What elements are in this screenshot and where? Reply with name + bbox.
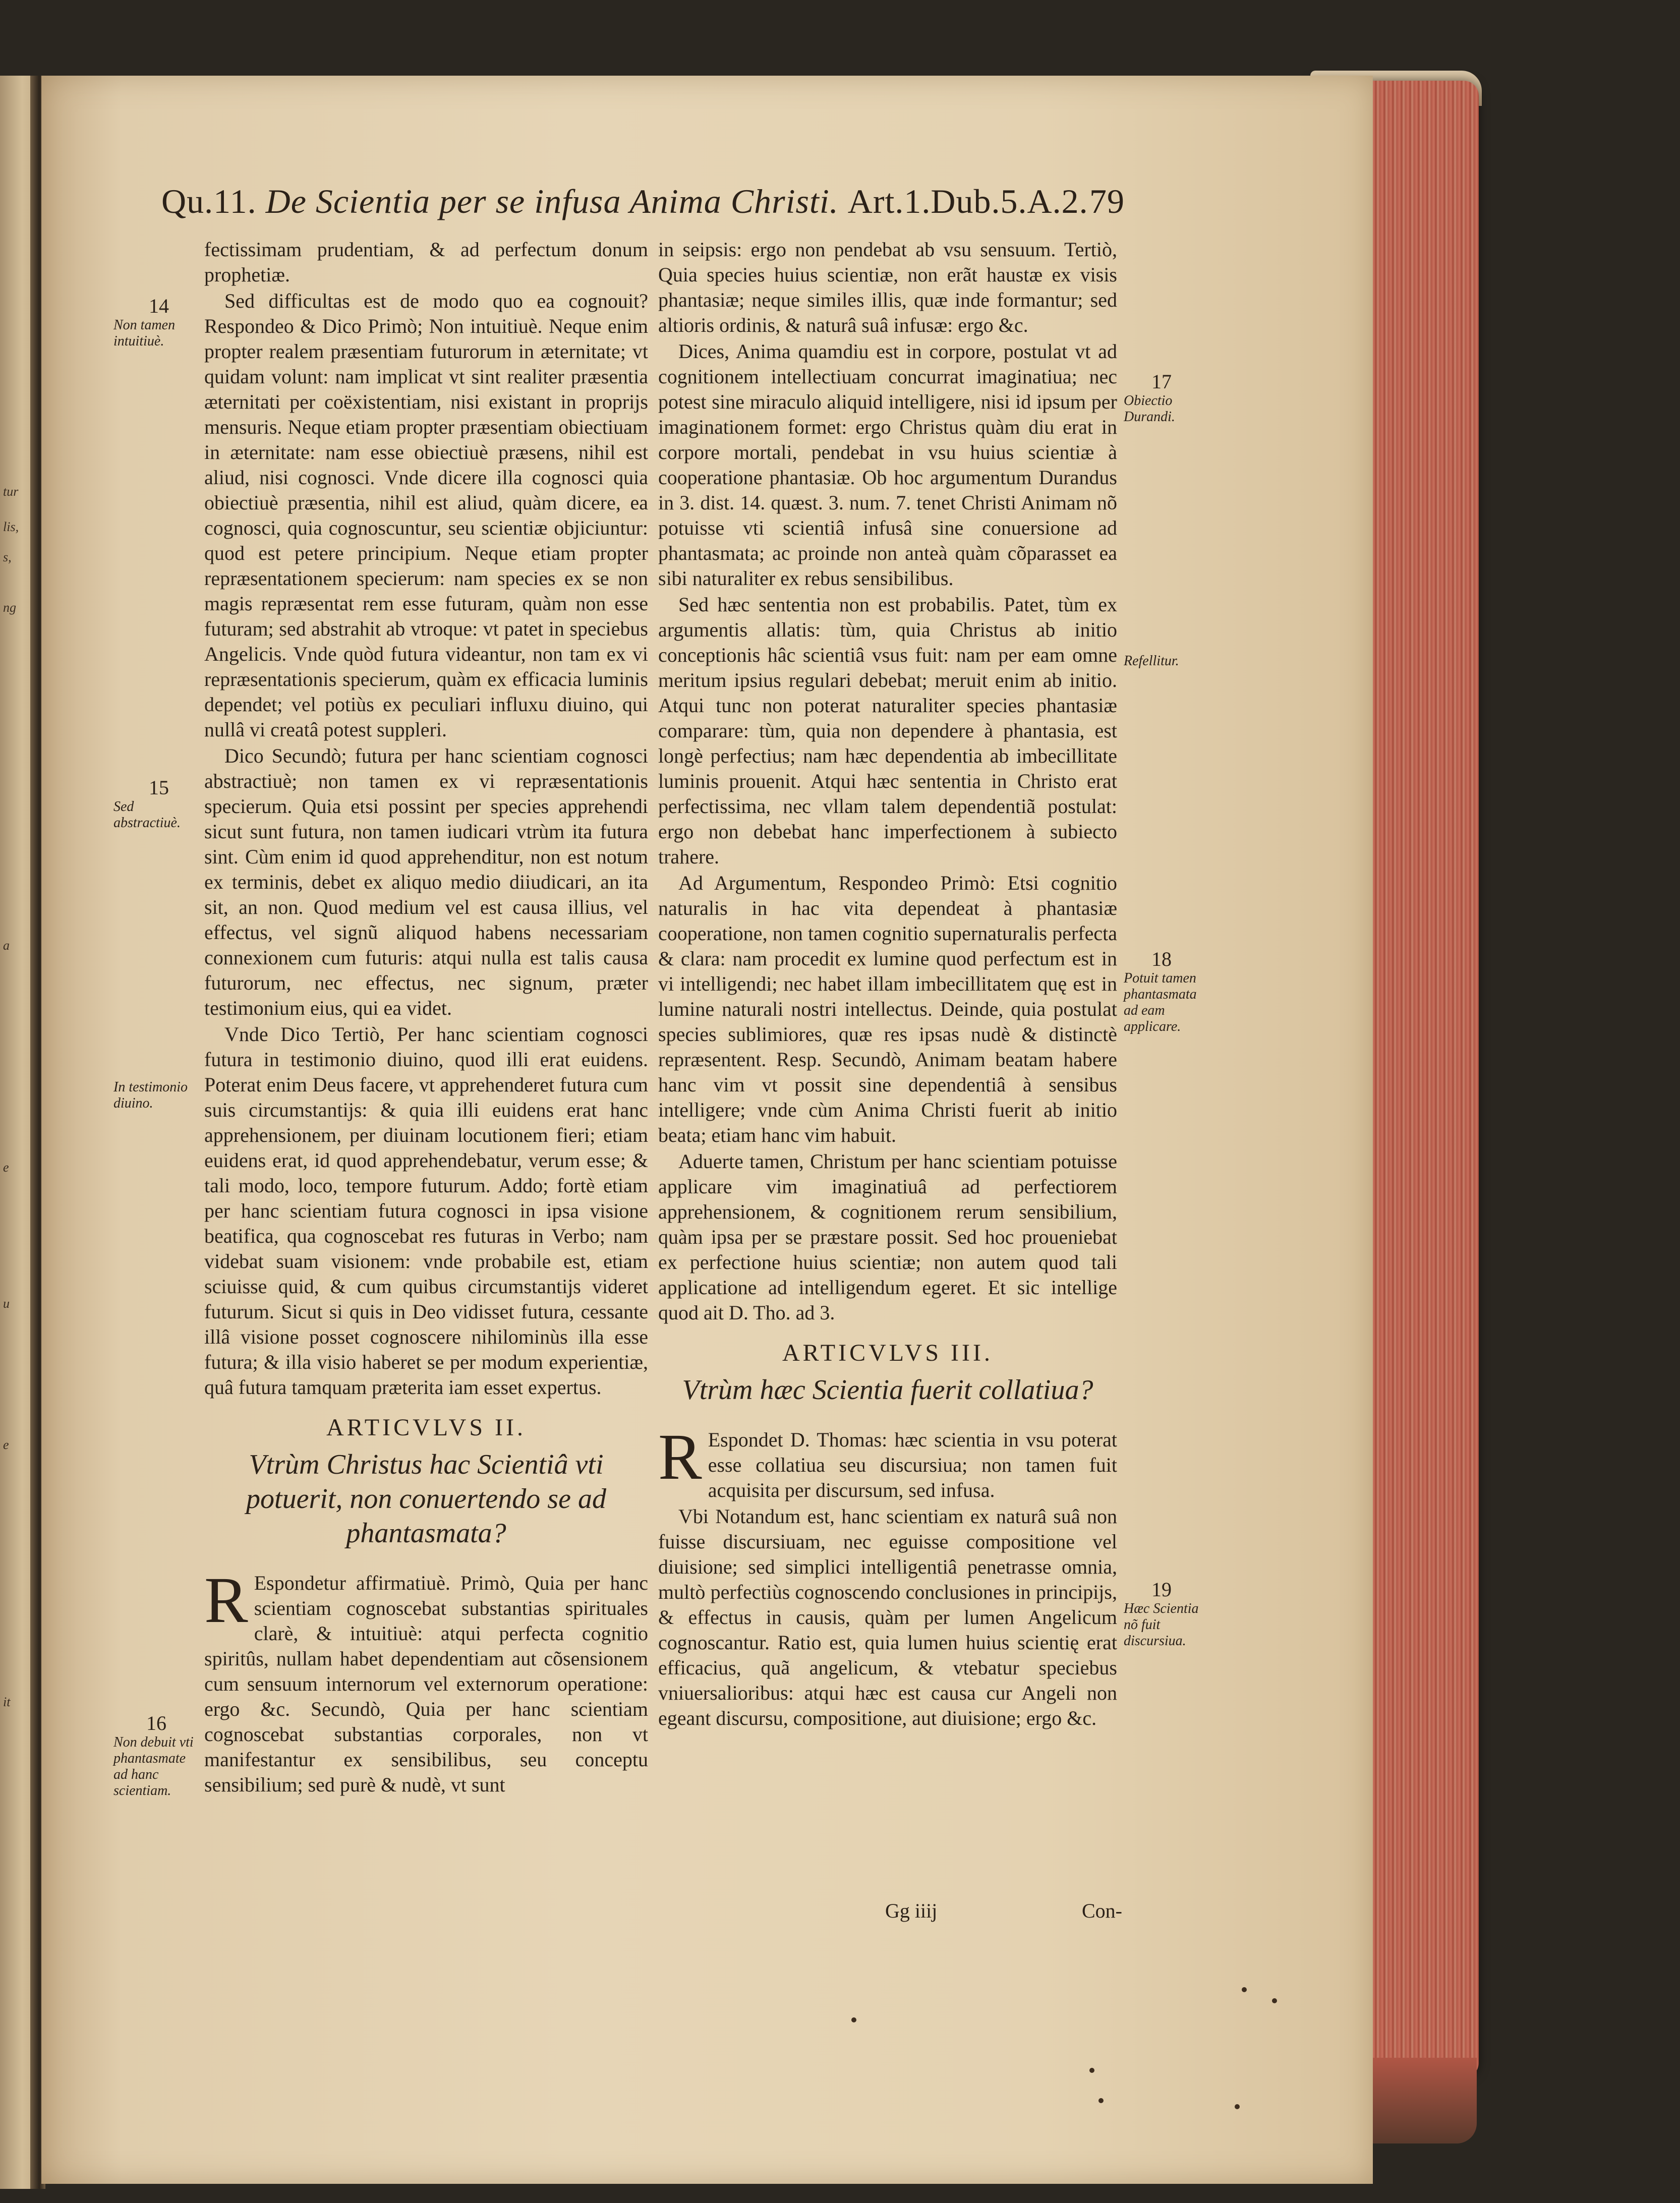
article-body (204, 1564, 648, 1798)
paper-speck (1235, 2104, 1240, 2109)
margin-note-text: Hæc Scientia nõ fuit discursiua. (1124, 1601, 1199, 1649)
margin-note-number: 15 (149, 776, 169, 799)
running-head-location: Art.1.Dub.5.A.2. (847, 182, 1088, 220)
margin-note-number: 16 (146, 1712, 166, 1734)
page-number: 79 (1089, 182, 1125, 220)
paragraph: Vbi Notandum est, hanc scientiam ex naturâ suâ non fuisse discursiuam, nec eguisse compositione vel diuisione; sed simplici intelligentiâ penetrasse omnia, multò perfectiùs cognoscendo conclusiones in principijs, & effectus in causis, quàm per lumen Angelicum cognoscantur. Ratio est, quia lumen huius scientię erat efficacius, quã angelicum, & vtebatur speciebus vniuersalioribus: atqui hæc est causa cur Angeli non egeant discursu, compositione, aut diuisione; ergo &c. (658, 1505, 1117, 1729)
paragraph: Dico Secundò; futura per hanc scientiam cognosci abstractiuè; non tamen ex vi repræsentationis specierum. Quia etsi possint per species apprehendi sicut sunt futura, non tamen iudicari vtrùm ita futura sint. Cùm enim id quod apprehenditur, non est notum ex terminis, debet ex aliquo medio diiudicari, an ita sit, an non. Quod medium vel est causa illius, vel effectus, vel signũ aliquod habens necessariam connexionem cum futuris: atqui nulla est talis causa futurorum, nec effectus, nec signum, præter testimonium eius, qui ea videt. (204, 744, 648, 1019)
article-heading: ARTICVLVS II. (326, 1414, 527, 1441)
margin-note-number: 19 (1151, 1578, 1172, 1601)
margin-note-text: Refellitur. (1124, 653, 1179, 669)
left-page-fragment: u (3, 1296, 10, 1311)
right-column (658, 237, 1117, 1732)
margin-note-text: Obiectio Durandi. (1124, 393, 1175, 425)
margin-note (1124, 371, 1199, 425)
running-head-prefix: Qu.11. (161, 182, 257, 220)
paragraph: in seipsis: ergo non pendebat ab vsu sensuum. Tertiò, Quia species huius scientiæ, non erãt haustæ ex visis phantasiæ; neque similes illis, quæ inde formantur; sed altioris ordinis, & naturâ suâ infusæ: ergo &c. (658, 238, 1117, 336)
margin-note-text: Non tamen intuitiuè. (113, 317, 176, 349)
catchword: Con- (1082, 1899, 1122, 1922)
margin-note (113, 1079, 199, 1112)
left-page-fragment: s, (3, 550, 12, 564)
paragraph: Sed difficultas est de modo quo ea cognouit? Respondeo & Dico Primò; Non intuitiuè. Neque enim propter realem præsentiam futurorum in æternitate; vt quidam volunt: nam implicat vt sint realiter præsentia æternitati per coëxistentiam, nisi existant in proprijs mensuris. Neque etiam propter præsentiam obiectiuam in æternitate: nam esse obiectiuè præsens, nihil est aliud, nisi cognosci. Vnde dicere illa cognosci quia obiectiuè præsentia, nihil est aliud, quàm dicere, ea cognosci, quia cognoscuntur, seu scientiæ objiciuntur: quod est petere principium. Neque etiam propter repræsentationem specierum: nam species ex se non magis repræsentat rem esse futuram, quàm non esse futuram; sed abstrahit ab vtroque: vt patet in speciebus Angelicis. Vnde quòd futura videantur, non tam ex vi repræsentationis specierum, quàm ex efficacia luminis dependet; vel potiùs ex peculiari influxu diuino, qui nullâ vi creatâ potest suppleri. (204, 289, 648, 741)
paragraph: Ad Argumentum, Respondeo Primò: Etsi cognitio naturalis in hac vita dependeat à phantasiæ cooperatione, non tamen cognitio supernaturalis perfecta & clara: nam procedit ex lumine quod perfectum est in vi intelligendi; nec habet illam imbecillitatem quę est in lumine naturali nostri intellectus. Deinde, quia postulat species sublimiores, quæ res ipsas nudè & distinctè repræsentent. Resp. Secundò, Animam beatam habere hanc vim vt possit sine dependentiâ à sensibus intelligere; vnde cùm Anima Christi fuerit ab initio beata; etiam hanc vim habuit. (658, 872, 1117, 1146)
margin-note-number: 17 (1151, 370, 1172, 393)
paper-speck (1089, 2068, 1094, 2073)
paper-speck (851, 2017, 856, 2022)
margin-note-text: In testimonio diuino. (113, 1079, 188, 1111)
left-page-fragment: ng (3, 600, 16, 615)
page-footer (885, 1899, 1122, 1924)
paragraph: Sed hæc sententia non est probabilis. Patet, tùm ex argumentis allatis: tùm, quia Christus ab initio conceptionis hâc scientiâ vsus fuit: nam per eam omne meritum ipsius regulari debebat; meruit enim ab initio. Atqui tunc non poterat naturaliter species phantasiæ comparare: tùm, quia non dependere à phantasia, est longè perfectius; nam hæc dependentia ab imbecillitate luminis prouenit. Atqui hæc sententia in Christo erat perfectissima, nec vllam talem dependentiã postulat: ergo non debebat hanc imperfectionem à subiecto trahere. (658, 593, 1117, 868)
drop-cap: R (658, 1421, 702, 1493)
margin-note (1124, 653, 1199, 669)
left-page-fragment: a (3, 938, 10, 953)
margin-note-number: 18 (1151, 948, 1172, 970)
left-page-fragment: lis, (3, 519, 19, 534)
left-page-fragment: e (3, 1437, 9, 1452)
paper-speck (1272, 1998, 1277, 2003)
running-head-title: De Scientia per se infusa Anima Christi. (265, 182, 839, 220)
margin-note-text: Sed abstractiuè. (113, 799, 181, 831)
left-page-fragment: e (3, 1160, 9, 1175)
paper-speck (1242, 1987, 1247, 1992)
margin-note (113, 777, 204, 831)
paragraph: fectissimam prudentiam, & ad perfectum donum prophetiæ. (204, 238, 648, 286)
drop-cap: R (204, 1564, 248, 1637)
signature-mark: Gg iiij (885, 1899, 938, 1922)
margin-note (113, 295, 204, 350)
article-question: Vtrùm hæc Scientia fuerit collatiua? (682, 1374, 1093, 1406)
left-page-fragment: it (3, 1695, 11, 1709)
paragraph: Aduerte tamen, Christum per hanc scientiam potuisse applicare vim imaginatiuâ ad perfectiorem apprehensionem, & cognitionem rerum sensibilium, quàm ipsa per se præstare possit. Sed hoc proueniebat ex perfectione huius scientiæ; non autem quod tali applicatione ad intelligendum egeret. Et sic intellige quod ait D. Tho. ad 3. (658, 1150, 1117, 1324)
margin-note-text: Potuit tamen phantasmata ad eam applicare. (1124, 970, 1197, 1034)
margin-note (113, 1712, 199, 1799)
paragraph: Vnde Dico Tertiò, Per hanc scientiam cognosci futura in testimonio diuino, quod illi erat euidens. Poterat enim Deus facere, vt apprehenderet futura cum suis circumstantijs: & quia illi euidens erat hanc apprehensionem, per diuinam locutionem fieri; etiam euidens erat, id quod apprehendebatur, verum esse; & tali modo, loco, tempore futurum. Addo; fortè etiam per hanc scientiam futura cognosci in ipsa visione beatifica, qua cognoscebat res futuras in Verbo; nam videbat suam visionem: vnde probabile est, etiam sciuisse quid, & cum quibus circumstantijs videret futurum. Sicut si quis in Deo vidisset futura, cessante illâ visione posset cognoscere nihilominùs illa esse futura; & illa visio haberet se per modum experientiæ, quâ futura tamquam præterita iam esset expertus. (204, 1023, 648, 1399)
margin-note (1124, 1579, 1199, 1649)
margin-note (1124, 948, 1199, 1035)
article-heading: ARTICVLVS III. (782, 1340, 993, 1366)
article-text: Espondet D. Thomas: hæc scientia in vsu poterat esse collatiua seu discursiua; non tamen fuit acquisita per discursum, sed infusa. (708, 1428, 1117, 1501)
left-column (204, 237, 648, 1799)
left-page-fragment: tur (3, 484, 19, 499)
margin-note-text: Non debuit vti phantasmate ad hanc scientiam. (113, 1734, 194, 1799)
running-head (161, 182, 1125, 237)
paragraph: Dices, Anima quamdiu est in corpore, postulat vt ad cognitionem intellectiuam concurrat imaginatiua; nec potest sine miraculo aliquid intelligere, nisi id ipsum per imaginationem formet: ergo Christus quàm diu erat in corpore mortali, pendebat in vsu huius scientiæ à cooperatione phantasiæ. Ob hoc argumentum Durandus in 3. dist. 14. quæst. 3. num. 7. tenet Christi Animam nõ potuisse vti scientiâ infusâ sine conuersione ad phantasmata; ac proinde non anteà quàm cõparasset ea sibi naturaliter ex rebus sensibilibus. (658, 340, 1117, 590)
article-text: Espondetur affirmatiuè. Primò, Quia per hanc scientiam cognoscebat substantias spirituales clarè, & intuitiuè: atqui perfecta cognitio spiritûs, nullam habet dependentiam aut cõsensionem cum sensuum internorum vel externorum operatione: ergo &c. Secundò, Quia per hanc scientiam cognoscebat substantias corporales, non vt manifestantur ex sensibilibus, seu conceptu sensibilium; sed purè & nudè, vt sunt (204, 1572, 648, 1796)
margin-note-number: 14 (149, 295, 169, 317)
article-question: Vtrùm Christus hac Scientiâ vti potuerit, non conuertendo se ad phantasmata? (246, 1449, 606, 1549)
paper-speck (1098, 2098, 1104, 2103)
article-body (658, 1421, 1117, 1503)
